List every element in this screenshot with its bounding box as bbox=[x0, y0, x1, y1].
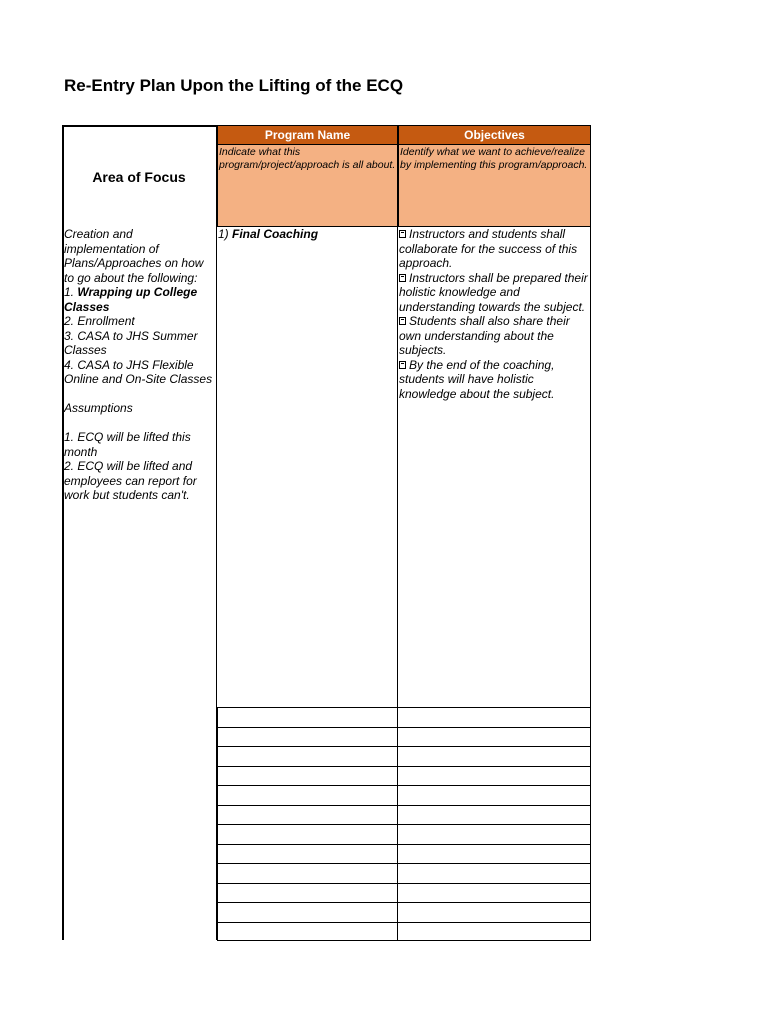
area-intro: Creation and implementation of Plans/Approaches on how to go about the following: bbox=[64, 227, 204, 285]
checkbox-icon bbox=[399, 317, 406, 325]
objectives-empty-cell bbox=[398, 806, 591, 825]
assumption-2: 2. ECQ will be lifted and employees can report for work but students can't. bbox=[64, 459, 197, 502]
table-row bbox=[217, 805, 591, 825]
checkbox-icon bbox=[399, 230, 406, 238]
table-row bbox=[217, 883, 591, 903]
table-row bbox=[217, 707, 591, 727]
table-row bbox=[217, 785, 591, 805]
program-name-empty-cell bbox=[217, 923, 398, 941]
objectives-empty-cell bbox=[398, 728, 591, 747]
table-row bbox=[217, 727, 591, 747]
program-name: Final Coaching bbox=[232, 227, 319, 241]
program-name-empty-cell bbox=[217, 884, 398, 903]
area-of-focus-header: Area of Focus bbox=[62, 125, 217, 227]
assumptions-label: Assumptions bbox=[64, 401, 133, 415]
objectives-empty-cell bbox=[398, 708, 591, 727]
program-name-header: Program Name bbox=[217, 125, 398, 145]
program-name-cell bbox=[217, 227, 398, 707]
focus-item-2: 2. Enrollment bbox=[64, 314, 135, 328]
table-row bbox=[217, 863, 591, 883]
focus-item-1: 1. Wrapping up College Classes bbox=[64, 285, 198, 314]
objectives-empty-cell bbox=[398, 786, 591, 805]
empty-rows bbox=[217, 707, 591, 941]
area-of-focus-cell bbox=[62, 227, 217, 940]
objectives-empty-cell bbox=[398, 767, 591, 786]
objectives-empty-cell bbox=[398, 747, 591, 766]
program-name-empty-cell bbox=[217, 786, 398, 805]
program-name-empty-cell bbox=[217, 728, 398, 747]
checkbox-icon bbox=[399, 274, 406, 282]
table-row bbox=[217, 844, 591, 864]
program-name-empty-cell bbox=[217, 747, 398, 766]
objectives-header: Objectives bbox=[398, 125, 591, 145]
plan-table bbox=[62, 125, 591, 940]
focus-item-4: 4. CASA to JHS Flexible Online and On-Site Classes bbox=[64, 357, 213, 386]
program-number: 1) bbox=[218, 227, 233, 241]
focus-item-3: 3. CASA to JHS Summer Classes bbox=[64, 328, 198, 357]
objectives-empty-cell bbox=[398, 903, 591, 922]
table-row bbox=[217, 824, 591, 844]
objective-item: By the end of the coaching, students will have holistic knowledge about the subject. bbox=[399, 357, 555, 401]
assumption-1: 1. ECQ will be lifted this month bbox=[64, 430, 191, 459]
program-name-empty-cell bbox=[217, 845, 398, 864]
table-row bbox=[217, 922, 591, 942]
program-name-empty-cell bbox=[217, 825, 398, 844]
objectives-empty-cell bbox=[398, 825, 591, 844]
program-name-empty-cell bbox=[217, 903, 398, 922]
objectives-empty-cell bbox=[398, 884, 591, 903]
objectives-empty-cell bbox=[398, 864, 591, 883]
table-row bbox=[217, 902, 591, 922]
checkbox-icon bbox=[399, 361, 406, 369]
program-name-empty-cell bbox=[217, 767, 398, 786]
program-name-empty-cell bbox=[217, 806, 398, 825]
table-row bbox=[217, 766, 591, 786]
table-row bbox=[217, 746, 591, 766]
objectives-empty-cell bbox=[398, 923, 591, 941]
objectives-empty-cell bbox=[398, 845, 591, 864]
program-name-empty-cell bbox=[217, 708, 398, 727]
objectives-description: Identify what we want to achieve/realize by implementing this program/approach. bbox=[398, 145, 591, 227]
page-title: Re-Entry Plan Upon the Lifting of the ECQ bbox=[64, 76, 404, 95]
objectives-cell bbox=[398, 227, 591, 707]
program-name-empty-cell bbox=[217, 864, 398, 883]
objective-item: Instructors and students shall collaborate for the success of this approach. bbox=[399, 227, 578, 270]
program-name-description: Indicate what this program/project/approach is all about. bbox=[217, 145, 398, 227]
objective-item: Instructors shall be prepared their holistic knowledge and understanding towards the subject. bbox=[399, 270, 588, 314]
objective-item: Students shall also share their own understanding about the subjects. bbox=[399, 314, 570, 357]
